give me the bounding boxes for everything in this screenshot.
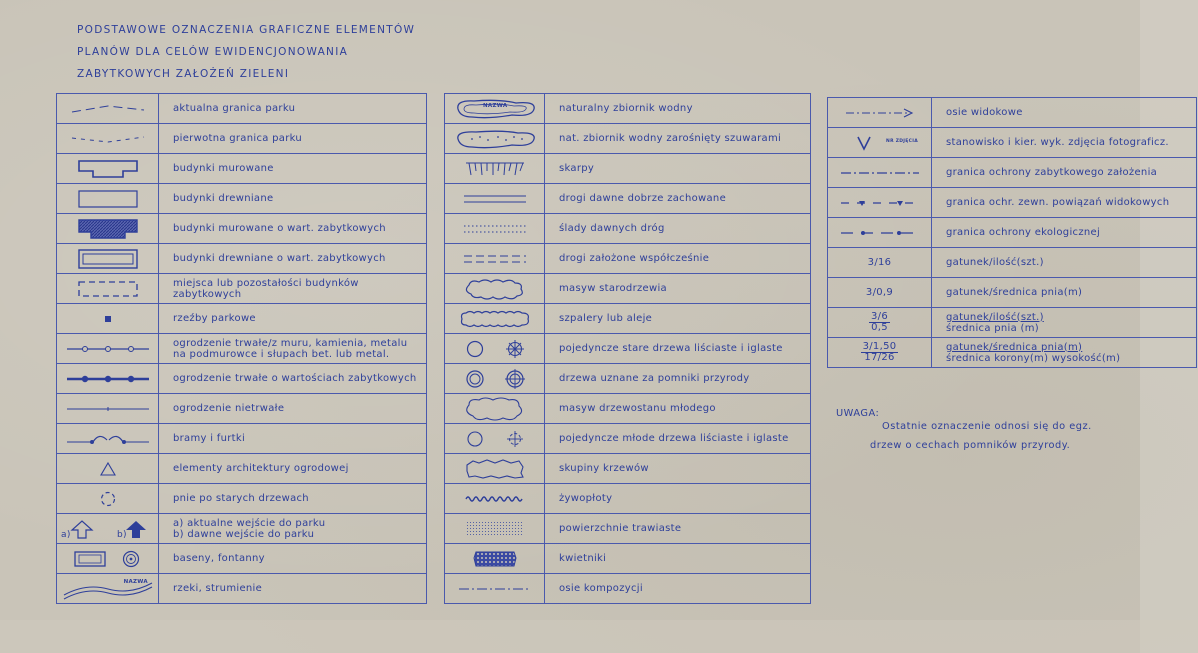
legend-row bbox=[445, 334, 811, 364]
legend-label: budynki murowane bbox=[159, 154, 427, 184]
hedge-icon bbox=[445, 484, 545, 514]
alley-icon bbox=[445, 304, 545, 334]
title-line-1: PODSTAWOWE OZNACZENIA GRAFICZNE ELEMENTÓW bbox=[77, 24, 416, 36]
legend-row bbox=[445, 214, 811, 244]
double-line-road-icon bbox=[445, 184, 545, 214]
legend-row bbox=[57, 184, 427, 214]
legend-row bbox=[57, 574, 427, 604]
legend-label: budynki drewniane o wart. zabytkowych bbox=[159, 244, 427, 274]
legend-label: ogrodzenie trwałe o wartościach zabytkowych bbox=[159, 364, 427, 394]
legend-row bbox=[828, 98, 1197, 128]
legend-label-line-1: gatunek/średnica pnia(m) bbox=[946, 341, 1083, 353]
legend-label: kwietniki bbox=[545, 544, 811, 574]
legend-row bbox=[57, 424, 427, 454]
small-square-icon bbox=[57, 304, 159, 334]
legend-label bbox=[932, 338, 1197, 368]
legend-label: baseny, fontanny bbox=[159, 544, 427, 574]
legend-row bbox=[57, 244, 427, 274]
legend-label: stanowisko i kier. wyk. zdjęcia fotograficz. bbox=[932, 128, 1197, 158]
river-name-tag: NAZWA bbox=[123, 579, 148, 585]
legend-label: elementy architektury ogrodowej bbox=[159, 454, 427, 484]
legend-label: granica ochr. zewn. powiązań widokowych bbox=[932, 188, 1197, 218]
legend-label: pojedyncze stare drzewa liściaste i iglaste bbox=[545, 334, 811, 364]
legend-table-2 bbox=[444, 93, 811, 604]
legend-label: żywopłoty bbox=[545, 484, 811, 514]
overgrown-water-icon bbox=[445, 124, 545, 154]
rectangle-outline-icon bbox=[57, 184, 159, 214]
pool-fountain-icon bbox=[57, 544, 159, 574]
legend-label-line-2: średnica pnia (m) bbox=[946, 322, 1039, 334]
young-tree-mass-icon bbox=[445, 394, 545, 424]
note-heading: UWAGA: bbox=[836, 408, 880, 419]
legend-label-line-2: zabytkowych bbox=[173, 288, 242, 300]
legend-row bbox=[828, 128, 1197, 158]
protection-border-icon bbox=[828, 158, 932, 188]
double-rectangle-icon bbox=[57, 244, 159, 274]
water-body-icon bbox=[445, 94, 545, 124]
legend-label: masyw drzewostanu młodego bbox=[545, 394, 811, 424]
legend-label: skupiny krzewów bbox=[545, 454, 811, 484]
legend-row bbox=[57, 214, 427, 244]
river-icon bbox=[57, 574, 159, 604]
legend-label-line-2: b) dawne wejście do parku bbox=[173, 528, 315, 540]
dashed-rectangle-icon bbox=[57, 274, 159, 304]
young-single-trees-icon bbox=[445, 424, 545, 454]
legend-row bbox=[828, 158, 1197, 188]
legend-table-3 bbox=[827, 97, 1197, 368]
legend-label: ogrodzenie nietrwałe bbox=[159, 394, 427, 424]
entrance-b-label: b) bbox=[117, 530, 127, 540]
legend-row bbox=[57, 394, 427, 424]
legend-label: naturalny zbiornik wodny bbox=[545, 94, 811, 124]
dashed-short-line-icon bbox=[57, 124, 159, 154]
dashed-double-road-icon bbox=[445, 244, 545, 274]
legend-label: rzeźby parkowe bbox=[159, 304, 427, 334]
legend-label: osie widokowe bbox=[932, 98, 1197, 128]
dotted-road-icon bbox=[445, 214, 545, 244]
note-line-1: Ostatnie oznaczenie odnosi się do egz. bbox=[882, 421, 1092, 432]
legend-row bbox=[57, 484, 427, 514]
legend-row bbox=[828, 308, 1197, 338]
legend-label: pierwotna granica parku bbox=[159, 124, 427, 154]
legend-row bbox=[445, 124, 811, 154]
legend-row bbox=[445, 304, 811, 334]
legend-label: granica ochrony zabytkowego założenia bbox=[932, 158, 1197, 188]
species-count-diameter-fraction bbox=[828, 308, 932, 338]
legend-row bbox=[445, 574, 811, 604]
legend-label: bramy i furtki bbox=[159, 424, 427, 454]
legend-label: skarpy bbox=[545, 154, 811, 184]
legend-label bbox=[159, 274, 427, 304]
legend-row bbox=[57, 94, 427, 124]
fence-posts-line-icon bbox=[57, 334, 159, 364]
old-single-trees-icon bbox=[445, 334, 545, 364]
legend-label-line-1: ogrodzenie trwałe/z muru, kamienia, metalu bbox=[173, 337, 408, 349]
legend-row bbox=[445, 544, 811, 574]
legend-table-1 bbox=[56, 93, 427, 604]
legend-row bbox=[57, 304, 427, 334]
composition-axis-icon bbox=[445, 574, 545, 604]
fraction-top: 3/6 bbox=[871, 311, 888, 322]
legend-row bbox=[828, 248, 1197, 278]
monument-trees-icon bbox=[445, 364, 545, 394]
legend-label-line-2: średnica korony(m) wysokość(m) bbox=[946, 352, 1121, 364]
photo-station-icon bbox=[828, 128, 932, 158]
legend-label: drogi dawne dobrze zachowane bbox=[545, 184, 811, 214]
water-name-tag: NAZWA bbox=[483, 103, 508, 109]
legend-label: szpalery lub aleje bbox=[545, 304, 811, 334]
dashed-circle-icon bbox=[57, 484, 159, 514]
old-tree-mass-icon bbox=[445, 274, 545, 304]
legend-label: powierzchnie trawiaste bbox=[545, 514, 811, 544]
escarpment-icon bbox=[445, 154, 545, 184]
triangle-icon bbox=[57, 454, 159, 484]
gate-icon bbox=[57, 424, 159, 454]
legend-row bbox=[828, 218, 1197, 248]
legend-label: gatunek/ilość(szt.) bbox=[932, 248, 1197, 278]
heavy-fence-line-icon bbox=[57, 364, 159, 394]
legend-label: nat. zbiornik wodny zarośnięty szuwarami bbox=[545, 124, 811, 154]
legend-label: osie kompozycji bbox=[545, 574, 811, 604]
legend-row bbox=[445, 154, 811, 184]
photo-number-tag: NR ZDJĘCIA bbox=[886, 139, 919, 144]
legend-row bbox=[445, 454, 811, 484]
view-axis-icon bbox=[828, 98, 932, 128]
building-outline-icon bbox=[57, 154, 159, 184]
legend-label: gatunek/średnica pnia(m) bbox=[932, 278, 1197, 308]
species-count-value: 3/16 bbox=[828, 248, 932, 278]
legend-row bbox=[57, 154, 427, 184]
legend-label bbox=[932, 308, 1197, 338]
legend-label: aktualna granica parku bbox=[159, 94, 427, 124]
legend-label: granica ochrony ekologicznej bbox=[932, 218, 1197, 248]
legend-row bbox=[57, 514, 427, 544]
legend-label: pojedyncze młode drzewa liściaste i iglaste bbox=[545, 424, 811, 454]
legend-label: drzewa uznane za pomniki przyrody bbox=[545, 364, 811, 394]
legend-label-line-1: miejsca lub pozostałości budynków bbox=[173, 277, 359, 289]
legend-row bbox=[445, 394, 811, 424]
legend-row bbox=[828, 188, 1197, 218]
legend-row bbox=[445, 94, 811, 124]
shrub-group-icon bbox=[445, 454, 545, 484]
dashed-long-line-icon bbox=[57, 94, 159, 124]
view-protection-border-icon bbox=[828, 188, 932, 218]
legend-label: masyw starodrzewia bbox=[545, 274, 811, 304]
legend-row bbox=[57, 544, 427, 574]
legend-row bbox=[445, 244, 811, 274]
legend-label: budynki murowane o wart. zabytkowych bbox=[159, 214, 427, 244]
legend-label: pnie po starych drzewach bbox=[159, 484, 427, 514]
paper-bottom-fold bbox=[0, 620, 1198, 653]
entrance-a-label: a) bbox=[61, 530, 71, 540]
legend-row bbox=[445, 184, 811, 214]
legend-row bbox=[828, 338, 1197, 368]
legend-label: drogi założone współcześnie bbox=[545, 244, 811, 274]
flowerbed-icon bbox=[445, 544, 545, 574]
legend-row bbox=[445, 514, 811, 544]
legend-row bbox=[57, 364, 427, 394]
legend-row bbox=[57, 274, 427, 304]
legend-label: rzeki, strumienie bbox=[159, 574, 427, 604]
title-line-2: PLANÓW DLA CELÓW EWIDENCJONOWANIA bbox=[77, 46, 349, 58]
ecological-border-icon bbox=[828, 218, 932, 248]
legend-label-line-1: a) aktualne wejście do parku bbox=[173, 517, 326, 529]
legend-row bbox=[445, 364, 811, 394]
legend-label: ślady dawnych dróg bbox=[545, 214, 811, 244]
legend-label bbox=[159, 334, 427, 364]
species-crown-height-fraction bbox=[828, 338, 932, 368]
entrance-arrows-icon bbox=[57, 514, 159, 544]
legend-row bbox=[57, 454, 427, 484]
species-diameter-value: 3/0,9 bbox=[828, 278, 932, 308]
legend-row bbox=[57, 334, 427, 364]
hatched-building-icon bbox=[57, 214, 159, 244]
note-line-2: drzew o cechach pomników przyrody. bbox=[870, 440, 1071, 451]
legend-label bbox=[159, 514, 427, 544]
lawn-icon bbox=[445, 514, 545, 544]
legend-row bbox=[445, 274, 811, 304]
title-line-3: ZABYTKOWYCH ZAŁOŻEŃ ZIELENI bbox=[77, 68, 290, 80]
fraction-top: 3/1,50 bbox=[862, 341, 897, 352]
legend-label-line-1: gatunek/ilość(szt.) bbox=[946, 311, 1044, 323]
legend-row bbox=[57, 124, 427, 154]
legend-row bbox=[445, 424, 811, 454]
legend-label-line-2: na podmurowce i słupach bet. lub metal. bbox=[173, 348, 390, 360]
legend-label: budynki drewniane bbox=[159, 184, 427, 214]
fraction-bottom: 17/26 bbox=[864, 352, 895, 363]
legend-row bbox=[828, 278, 1197, 308]
legend-row bbox=[445, 484, 811, 514]
fraction-bottom: 0,5 bbox=[871, 322, 888, 333]
thin-fence-line-icon bbox=[57, 394, 159, 424]
